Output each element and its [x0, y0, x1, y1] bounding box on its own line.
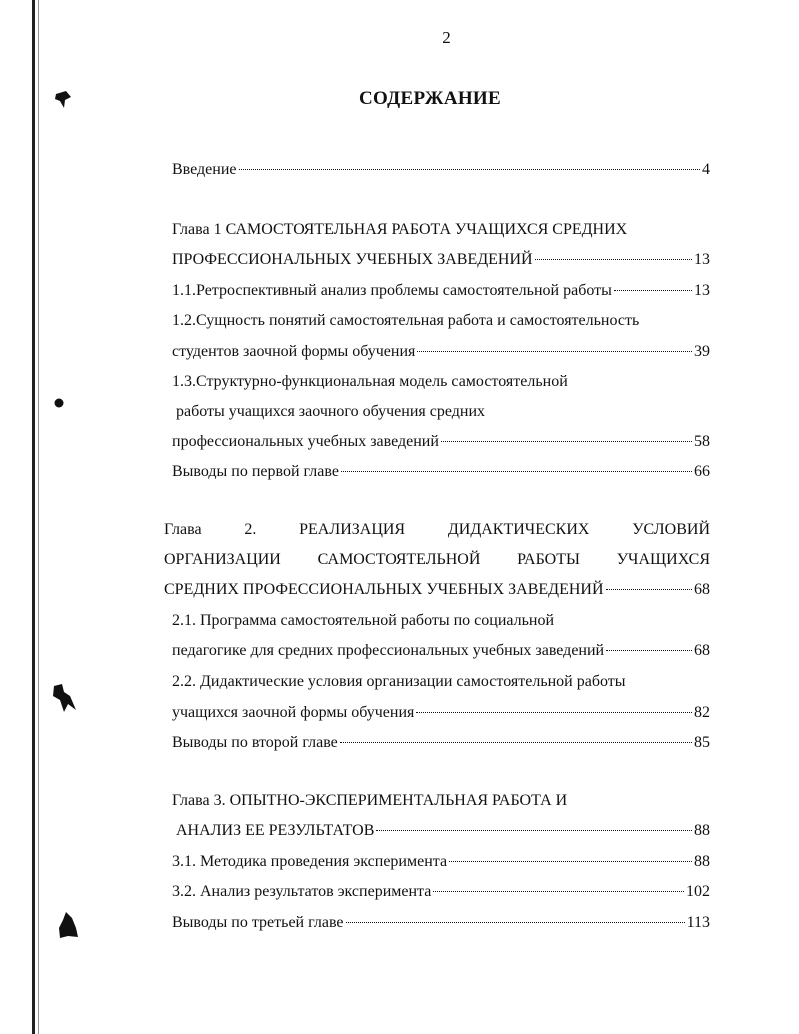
punch-hole-mark: [53, 397, 65, 409]
binding-edge: [32, 0, 35, 1034]
leader-dots: [606, 650, 692, 651]
toc-chapter-3-conclusion: [172, 911, 710, 935]
toc-page-number: 88: [694, 822, 710, 839]
toc-entry-text: профессиональных учебных заведений: [172, 433, 439, 450]
toc-section-2-1-line1: 2.1. Программа самостоятельной работы по социальной: [172, 612, 555, 629]
leader-dots: [441, 441, 692, 442]
toc-page-number: 85: [694, 734, 710, 751]
leader-dots: [340, 742, 692, 743]
toc-page-number: 82: [694, 704, 710, 721]
binding-edge-shadow: [38, 0, 39, 1034]
leader-dots: [239, 169, 701, 170]
leader-dots: [614, 290, 692, 291]
leader-dots: [416, 712, 692, 713]
toc-section-1-3-line1: 1.3.Структурно-функциональная модель самостоятельной: [172, 373, 568, 390]
page-number: 2: [442, 28, 451, 47]
toc-section-1-2: [172, 340, 710, 364]
toc-entry-text: Выводы по первой главе: [172, 463, 339, 480]
toc-page-number: 4: [702, 161, 710, 178]
toc-chapter-1-entry: [172, 248, 710, 272]
toc-page-number: 88: [694, 853, 710, 870]
toc-entry-text: ПРОФЕССИОНАЛЬНЫХ УЧЕБНЫХ ЗАВЕДЕНИЙ: [172, 251, 533, 268]
toc-section-1-3: [172, 430, 710, 454]
toc-chapter-2-entry: [164, 578, 710, 602]
toc-entry-text: СРЕДНИХ ПРОФЕССИОНАЛЬНЫХ УЧЕБНЫХ ЗАВЕДЕНИЙ: [164, 581, 604, 598]
toc-chapter-2-title-line2: ОРГАНИЗАЦИИ САМОСТОЯТЕЛЬНОЙ РАБОТЫ УЧАЩИХСЯ: [164, 551, 710, 568]
toc-chapter-1-title: Глава 1 САМОСТОЯТЕЛЬНАЯ РАБОТА УЧАЩИХСЯ СРЕДНИХ: [172, 221, 628, 238]
toc-chapter-3-entry: [172, 819, 710, 843]
toc-entry-text: Введение: [172, 161, 237, 178]
leader-dots: [535, 259, 692, 260]
toc-section-3-1: [172, 850, 710, 874]
toc-page-number: 68: [694, 642, 710, 659]
toc-entry-text: студентов заочной формы обучения: [172, 343, 416, 360]
toc-entry-text: педагогике для средних профессиональных учебных заведений: [172, 642, 605, 659]
toc-section-3-2: [172, 880, 710, 904]
toc-chapter-1-conclusion: [172, 460, 710, 484]
toc-entry-text: 1.1.Ретроспективный анализ проблемы самостоятельной работы: [172, 282, 612, 299]
toc-entry-text: АНАЛИЗ ЕЕ РЕЗУЛЬТАТОВ: [176, 822, 375, 839]
toc-entry-text: Выводы по второй главе: [172, 734, 338, 751]
toc-chapter-2-title-line1: Глава 2. РЕАЛИЗАЦИЯ ДИДАКТИЧЕСКИХ УСЛОВИЙ: [164, 521, 710, 538]
toc-section-2-1: [172, 639, 710, 663]
toc-entry-text: 3.2. Анализ результатов эксперимента: [172, 883, 432, 900]
leader-dots: [346, 922, 685, 923]
toc-page-number: 68: [694, 581, 710, 598]
toc-section-2-2-line1: 2.2. Дидактические условия организации самостоятельной работы: [172, 673, 626, 690]
toc-entry-intro: [172, 158, 710, 182]
leader-dots: [376, 830, 692, 831]
toc-section-1-3-line2: работы учащихся заочного обучения средних: [176, 403, 486, 420]
toc-page-number: 113: [686, 914, 710, 931]
leader-dots: [417, 351, 692, 352]
leader-dots: [433, 891, 684, 892]
toc-section-2-2: [172, 701, 710, 725]
toc-section-1-1: [172, 279, 710, 303]
toc-chapter-2-conclusion: [172, 731, 710, 755]
punch-hole-mark: [50, 682, 80, 716]
toc-page-number: 66: [694, 463, 710, 480]
toc-entry-text: учащихся заочной формы обучения: [172, 704, 415, 721]
page-title: СОДЕРЖАНИЕ: [359, 88, 501, 109]
toc-entry-text: Выводы по третьей главе: [172, 914, 344, 931]
toc-entry-text: 3.1. Методика проведения эксперимента: [172, 853, 448, 870]
leader-dots: [606, 589, 692, 590]
toc-page-number: 13: [694, 282, 710, 299]
leader-dots: [341, 471, 692, 472]
toc-page-number: 58: [694, 433, 710, 450]
toc-page-number: 102: [686, 883, 710, 900]
punch-hole-mark: [56, 910, 80, 940]
toc-page-number: 13: [694, 251, 710, 268]
toc-section-1-2-line1: 1.2.Сущность понятий самостоятельная работа и самостоятельность: [172, 312, 640, 329]
leader-dots: [449, 861, 692, 862]
toc-page-number: 39: [694, 343, 710, 360]
toc-chapter-3-title: Глава 3. ОПЫТНО-ЭКСПЕРИМЕНТАЛЬНАЯ РАБОТА И: [172, 792, 568, 809]
